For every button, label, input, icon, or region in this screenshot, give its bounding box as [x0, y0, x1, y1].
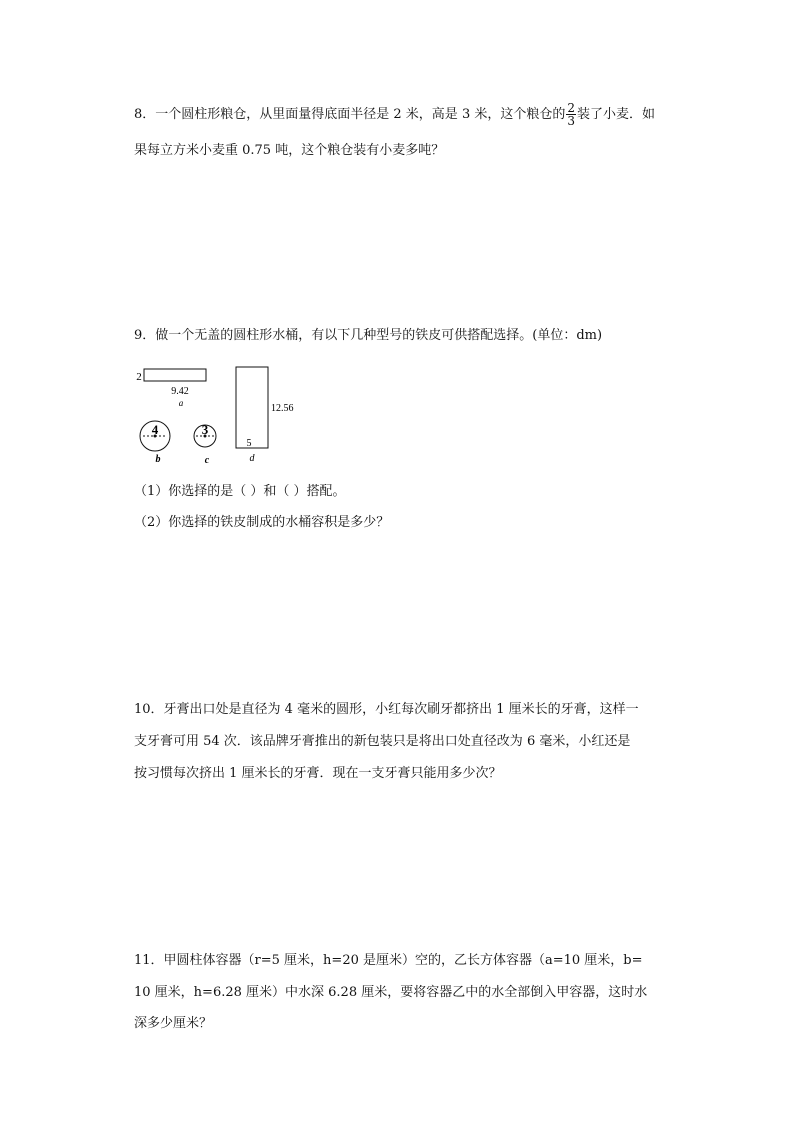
sheet-a-name-label: a — [178, 398, 184, 408]
q9-figure — [130, 360, 310, 470]
sheet-a-rect — [144, 369, 206, 381]
q9-sub1: （1）你选择的是（ ）和（ ）搭配。 — [134, 484, 346, 499]
q8-line2: 果每立方米小麦重 0.75 吨，这个粮仓装有小麦多吨？ — [134, 143, 445, 158]
q10-line3: 按习惯每次挤出 1 厘米长的牙膏．现在一支牙膏只能用多少次？ — [134, 766, 502, 781]
sheet-a-length-label: 9.42 — [171, 386, 189, 397]
q9-sub2: （2）你选择的铁皮制成的水桶容积是多少？ — [134, 515, 390, 530]
q10-line1: 10．牙膏出口处是直径为 4 毫米的圆形，小红每次刷牙都挤出 1 厘米长的牙膏，这样一 — [134, 702, 639, 717]
q9-title: 9．做一个无盖的圆柱形水桶，有以下几种型号的铁皮可供搭配选择。(单位：dm) — [134, 328, 603, 343]
sheet-d-width-label: 5 — [246, 438, 252, 449]
q11-line2: 10 厘米，h=6.28 厘米）中水深 6.28 厘米，要将容器乙中的水全部倒入甲容器，这时水 — [134, 985, 648, 1000]
q8-line1-before: 8．一个圆柱形粮仓，从里面量得底面半径是 2 米，高是 3 米，这个粮仓的 — [134, 107, 566, 122]
circle-c-radius-label: 3 — [201, 422, 209, 437]
q11-line1: 11．甲圆柱体容器（r=5 厘米，h=20 是厘米）空的，乙长方体容器（a=10 厘米，b= — [134, 953, 643, 968]
q11-line3: 深多少厘米？ — [134, 1016, 213, 1031]
circle-b-name-label: b — [155, 454, 161, 465]
circle-b-radius-label: 4 — [151, 422, 159, 437]
q10-line2: 支牙膏可用 54 次．该品牌牙膏推出的新包装只是将出口处直径改为 6 毫米，小红还是 — [134, 734, 631, 749]
q8-fraction — [566, 102, 576, 127]
q8-fraction-numerator: 2 — [567, 101, 575, 115]
q8-line1-after: 装了小麦．如 — [576, 107, 655, 122]
q8-fraction-denominator: 3 — [567, 114, 575, 128]
circle-c-name-label: c — [204, 455, 210, 466]
sheet-d-name-label: d — [249, 453, 255, 464]
sheet-d-height-label: 12.56 — [271, 403, 294, 414]
sheet-d-rect — [236, 367, 268, 448]
q8-line1 — [134, 102, 655, 127]
sheet-a-width-label: 2 — [136, 371, 142, 383]
